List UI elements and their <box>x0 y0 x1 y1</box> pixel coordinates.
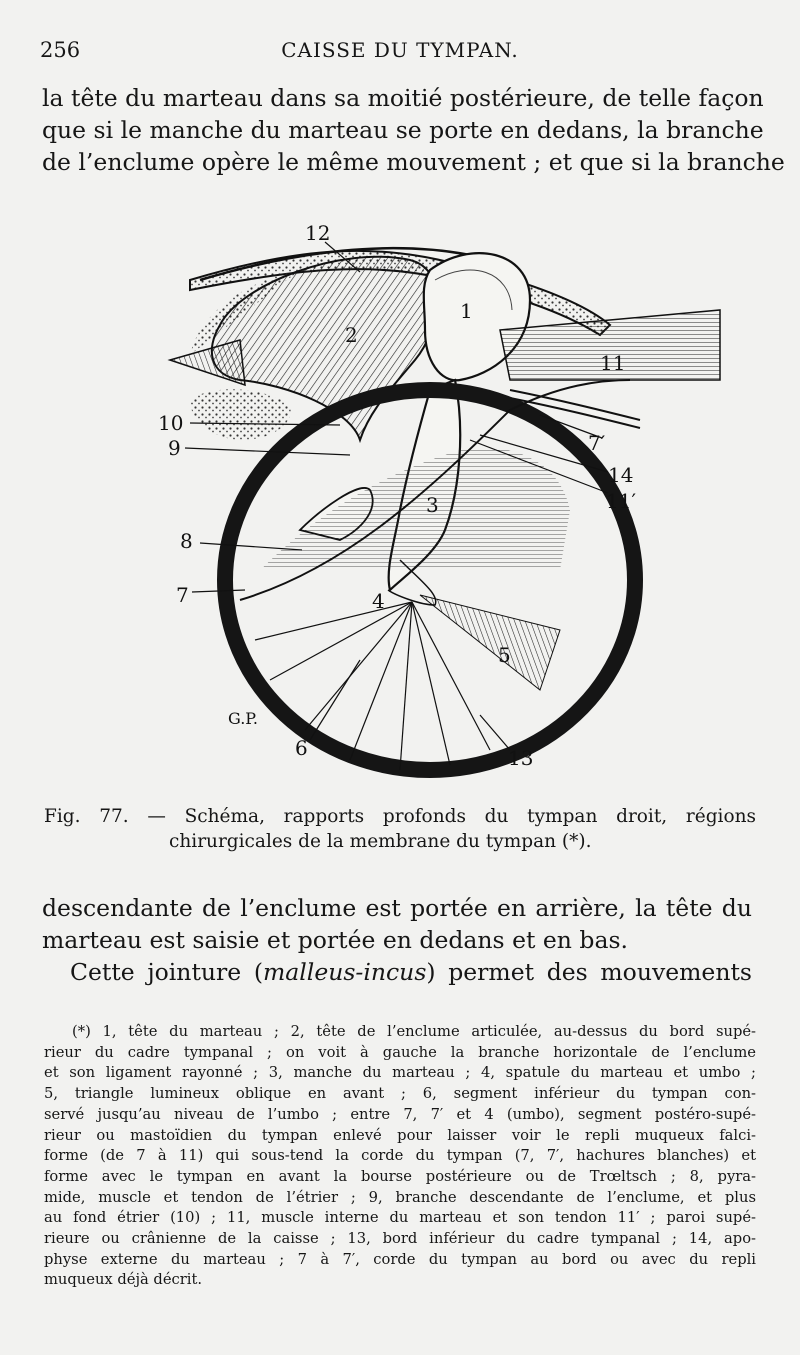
top-paragraph <box>42 82 785 178</box>
text-line: que si le manche du marteau se porte en dedans, la branche <box>42 116 764 144</box>
page-header <box>40 38 760 68</box>
after-paragraph <box>42 892 752 988</box>
radiating-fibers <box>255 602 490 770</box>
label-3: 3 <box>426 493 439 517</box>
jointure-text-after: ) permet des mouvements <box>426 958 752 986</box>
light-cone <box>420 595 560 690</box>
label-4: 4 <box>372 589 385 613</box>
jointure-italic: malleus-incus <box>263 958 427 986</box>
anatomical-figure <box>40 210 755 800</box>
footnote-line: (*) 1, tête du marteau ; 2, tête de l’enclume articulée, au-dessus du bord supé- <box>72 1023 756 1040</box>
label-9: 9 <box>168 436 181 460</box>
label-7-prime: 7′ <box>588 431 606 455</box>
footnote-line: servé jusqu’au niveau de l’umbo ; entre 7, 7′ et 4 (umbo), segment postéro-supé- <box>44 1105 756 1123</box>
footnote-line: rieur ou mastoïdien du tympan enlevé pour laisser voir le repli muqueux falci- <box>44 1126 756 1144</box>
text-line: marteau est saisie et portée en dedans et en bas. <box>42 926 628 954</box>
footnote-line: forme (de 7 à 11) qui sous-tend la corde du tympan (7, 7′, hachures blanches) et <box>44 1147 756 1165</box>
label-12: 12 <box>305 221 331 245</box>
caption-line: chirurgicales de la membrane du tympan (*). <box>169 831 592 852</box>
caption-line: Fig. 77. — Schéma, rapports profonds du tympan droit, régions <box>44 806 756 827</box>
label-8: 8 <box>180 529 193 553</box>
running-head: CAISSE DU TYMPAN. <box>281 38 519 62</box>
label-5: 5 <box>498 643 511 667</box>
label-11-prime: 11′ <box>606 489 636 513</box>
footnote-line: muqueux déjà décrit. <box>44 1271 203 1289</box>
label-14: 14 <box>608 463 634 487</box>
footnote-line: forme avec le tympan en avant la bourse postérieure ou de Trœltsch ; 8, pyra- <box>44 1167 756 1185</box>
label-1: 1 <box>460 299 473 323</box>
footnote-line: et son ligament rayonné ; 3, manche du marteau ; 4, spatule du marteau et umbo ; <box>44 1064 756 1082</box>
stapes-region <box>190 389 291 440</box>
text-line: de l’enclume opère le même mouvement ; et que si la branche <box>42 148 785 176</box>
promontory <box>260 448 570 571</box>
label-2: 2 <box>345 323 358 347</box>
footnote-line: rieure ou crânienne de la caisse ; 13, bord inférieur du cadre tympanal ; 14, apo- <box>44 1230 756 1248</box>
footnote-line: mide, muscle et tendon de l’étrier ; 9, branche descendante de l’enclume, et plus <box>44 1188 756 1206</box>
jointure-text-before: Cette jointure ( <box>70 958 263 986</box>
label-6: 6 <box>295 736 308 760</box>
footnote-line: 5, triangle lumineux oblique en avant ; 6, segment inférieur du tympan con- <box>44 1085 756 1103</box>
footnote-line: physe externe du marteau ; 7 à 7′, corde du tympan au bord ou avec du repli <box>44 1250 756 1268</box>
text-line: descendante de l’enclume est portée en arrière, la tête du <box>42 894 752 922</box>
footnote <box>44 1022 756 1291</box>
text-line: la tête du marteau dans sa moitié postérieure, de telle façon <box>42 84 764 112</box>
label-gp: G.P. <box>228 709 258 728</box>
footnote-line: rieur du cadre tympanal ; on voit à gauche la branche horizontale de l’enclume <box>44 1043 756 1061</box>
page-number: 256 <box>40 38 81 62</box>
footnote-line: au fond étrier (10) ; 11, muscle interne du marteau et son tendon 11′ ; paroi supé- <box>44 1209 756 1227</box>
label-13: 13 <box>508 746 534 770</box>
figure-caption <box>44 804 756 854</box>
label-7: 7 <box>176 583 189 607</box>
jointure-line <box>42 956 752 988</box>
label-10: 10 <box>158 411 184 435</box>
label-11: 11 <box>600 351 626 375</box>
